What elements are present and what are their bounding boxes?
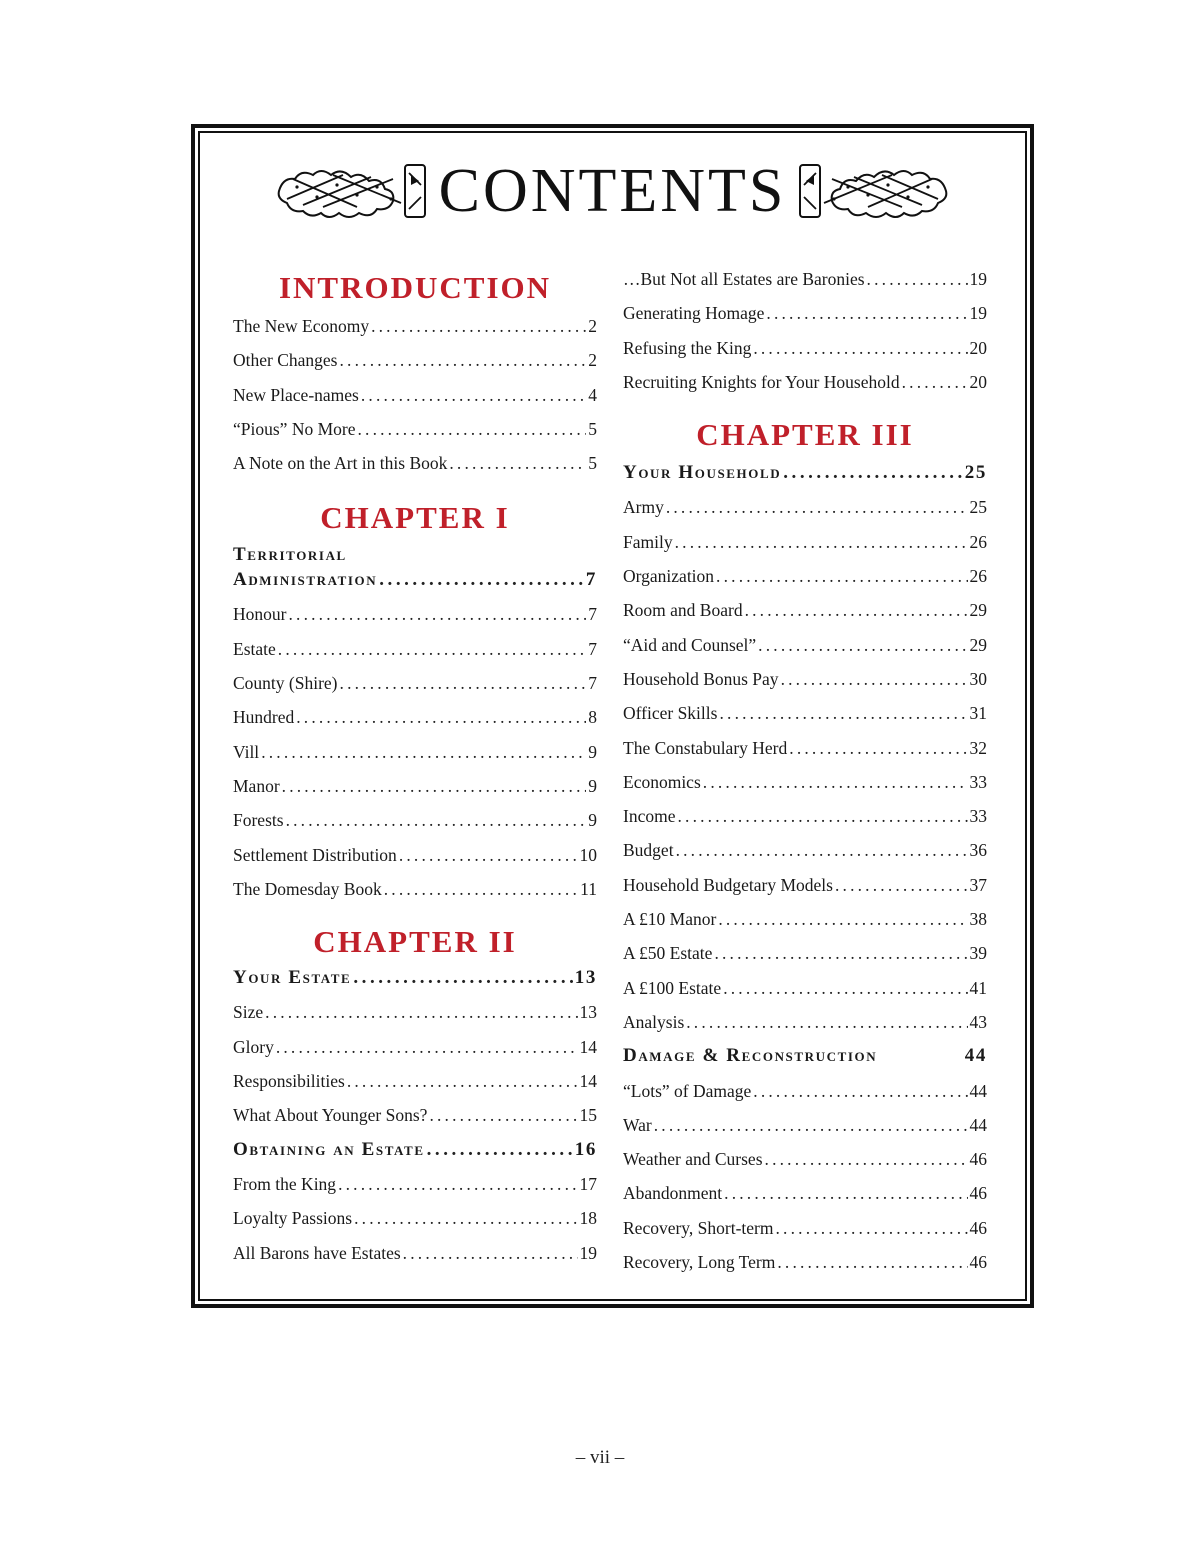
entry-page: 2 bbox=[588, 350, 597, 371]
chapter-1-heading: CHAPTER I bbox=[320, 500, 510, 536]
entry-label: The Domesday Book bbox=[233, 878, 382, 899]
entry-page: 33 bbox=[969, 806, 987, 827]
entry-label: Settlement Distribution bbox=[233, 844, 397, 865]
entry-label: Vill bbox=[233, 741, 260, 762]
leader-dots bbox=[286, 803, 587, 837]
toc-entry[interactable] bbox=[623, 296, 987, 330]
entry-label: County (Shire) bbox=[233, 673, 338, 694]
entry-page: 43 bbox=[969, 1011, 987, 1032]
toc-entry[interactable] bbox=[623, 1005, 987, 1039]
section-page: 16 bbox=[574, 1138, 597, 1160]
toc-entry[interactable] bbox=[623, 799, 987, 833]
entry-label: Household Budgetary Models bbox=[623, 874, 833, 895]
leader-dots bbox=[719, 696, 967, 730]
toc-entry[interactable] bbox=[623, 731, 987, 765]
leader-dots bbox=[449, 446, 586, 480]
leader-dots bbox=[718, 902, 967, 936]
entry-label: New Place-names bbox=[233, 384, 359, 405]
leader-dots bbox=[753, 331, 967, 365]
entry-page: 7 bbox=[588, 604, 597, 625]
celtic-knot-ornament-right-icon bbox=[796, 161, 952, 221]
entry-page: 9 bbox=[588, 810, 597, 831]
entry-label: Recovery, Long Term bbox=[623, 1252, 776, 1273]
entry-label: Honour bbox=[233, 604, 287, 625]
entry-page: 7 bbox=[588, 638, 597, 659]
toc-entry[interactable] bbox=[623, 559, 987, 593]
leader-dots bbox=[353, 961, 572, 995]
toc-entry[interactable] bbox=[233, 1064, 597, 1098]
leader-dots bbox=[338, 1167, 577, 1201]
toc-entry[interactable] bbox=[623, 902, 987, 936]
leader-dots bbox=[766, 296, 967, 330]
section-label-line1: Territorial bbox=[233, 544, 347, 566]
leader-dots bbox=[427, 1133, 573, 1167]
leader-dots bbox=[265, 995, 577, 1029]
entry-page: 39 bbox=[969, 943, 987, 964]
entry-label: Loyalty Passions bbox=[233, 1208, 353, 1229]
toc-entry[interactable] bbox=[233, 632, 597, 666]
entry-label: A £50 Estate bbox=[623, 943, 713, 964]
leader-dots bbox=[745, 593, 968, 627]
section-your-household[interactable] bbox=[623, 456, 987, 490]
entry-page: 13 bbox=[579, 1002, 597, 1023]
entry-label: Household Bonus Pay bbox=[623, 668, 779, 689]
section-page: 13 bbox=[574, 967, 597, 989]
entry-label: The Constabulary Herd bbox=[623, 737, 788, 758]
entry-label: Generating Homage bbox=[623, 303, 765, 324]
entry-label: Budget bbox=[623, 840, 674, 861]
entry-page: 14 bbox=[579, 1071, 597, 1092]
entry-page: 29 bbox=[969, 634, 987, 655]
entry-label: Glory bbox=[233, 1036, 274, 1057]
entry-page: 18 bbox=[579, 1208, 597, 1229]
entry-label: Forests bbox=[233, 810, 284, 831]
entry-label: Army bbox=[623, 497, 664, 518]
entry-page: 29 bbox=[969, 600, 987, 621]
entry-page: 26 bbox=[969, 566, 987, 587]
leader-dots bbox=[278, 632, 586, 666]
entry-page: 46 bbox=[969, 1149, 987, 1170]
section-page: 25 bbox=[964, 462, 987, 484]
chapter-3-heading: CHAPTER III bbox=[696, 417, 914, 453]
section-label-line2: Administration bbox=[233, 569, 378, 591]
entry-page: 4 bbox=[588, 384, 597, 405]
leader-dots bbox=[723, 971, 967, 1005]
entry-label: Manor bbox=[233, 775, 280, 796]
leader-dots bbox=[354, 1201, 577, 1235]
leader-dots bbox=[296, 700, 586, 734]
celtic-knot-ornament-left-icon bbox=[273, 161, 429, 221]
entry-label: War bbox=[623, 1114, 652, 1135]
page-number: – vii – bbox=[575, 1447, 625, 1468]
toc-entry[interactable] bbox=[233, 1201, 597, 1235]
entry-label: …But Not all Estates are Baronies bbox=[623, 269, 865, 289]
toc-entry[interactable] bbox=[233, 838, 597, 872]
toc-entry[interactable] bbox=[233, 735, 597, 769]
section-label: Obtaining an Estate bbox=[233, 1138, 425, 1160]
entry-page: 46 bbox=[969, 1252, 987, 1273]
introduction-heading: INTRODUCTION bbox=[278, 270, 552, 305]
section-label: Damage & Reconstruction bbox=[623, 1045, 878, 1067]
leader-dots bbox=[686, 1005, 967, 1039]
toc-entry[interactable] bbox=[233, 1030, 597, 1064]
entry-page: 5 bbox=[588, 418, 597, 439]
entry-page: 41 bbox=[969, 977, 987, 998]
entry-label: What About Younger Sons? bbox=[233, 1105, 428, 1126]
toc-entry[interactable] bbox=[233, 769, 597, 803]
toc-entry[interactable] bbox=[233, 803, 597, 837]
entry-page: 25 bbox=[969, 497, 987, 518]
toc-entry[interactable] bbox=[623, 696, 987, 730]
section-label: Your Household bbox=[623, 462, 782, 484]
entry-page: 46 bbox=[969, 1183, 987, 1204]
entry-page: 11 bbox=[580, 878, 597, 899]
entry-page: 26 bbox=[969, 531, 987, 552]
toc-entry[interactable] bbox=[623, 765, 987, 799]
entry-page: 37 bbox=[969, 874, 987, 895]
entry-page: 5 bbox=[588, 453, 597, 474]
entry-label: A £100 Estate bbox=[623, 977, 722, 998]
entry-label: Weather and Curses bbox=[623, 1149, 763, 1170]
entry-page: 31 bbox=[969, 703, 987, 724]
leader-dots bbox=[666, 490, 968, 524]
toc-entry[interactable] bbox=[623, 1211, 987, 1245]
toc-entry[interactable] bbox=[623, 593, 987, 627]
leader-dots bbox=[261, 735, 586, 769]
contents-frame bbox=[191, 124, 1034, 1308]
section-page: 44 bbox=[964, 1045, 987, 1067]
toc-entry[interactable] bbox=[623, 1142, 987, 1176]
toc-entry[interactable] bbox=[233, 995, 597, 1029]
entry-page: 7 bbox=[588, 673, 597, 694]
entry-page: 38 bbox=[969, 909, 987, 930]
toc-right-column bbox=[623, 262, 987, 1279]
entry-label: A Note on the Art in this Book bbox=[233, 453, 448, 474]
entry-label: “Pious” No More bbox=[233, 418, 356, 439]
entry-page: 44 bbox=[969, 1114, 987, 1135]
leader-dots bbox=[776, 1211, 968, 1245]
toc-entry[interactable] bbox=[623, 662, 987, 696]
section-territorial-administration[interactable] bbox=[233, 543, 597, 593]
leader-dots bbox=[783, 456, 963, 490]
section-label: Your Estate bbox=[233, 967, 352, 989]
leader-dots bbox=[399, 838, 578, 872]
leader-dots bbox=[654, 1108, 968, 1142]
leader-dots bbox=[340, 343, 587, 377]
leader-dots bbox=[361, 378, 586, 412]
leader-dots bbox=[371, 309, 586, 343]
leader-dots bbox=[403, 1236, 578, 1270]
leader-dots bbox=[789, 731, 967, 765]
chapter-2-heading: CHAPTER II bbox=[313, 924, 517, 960]
toc-entry[interactable] bbox=[233, 446, 597, 480]
toc-entry[interactable] bbox=[233, 378, 597, 412]
leader-dots bbox=[677, 799, 967, 833]
leader-dots bbox=[716, 559, 967, 593]
toc-entry[interactable] bbox=[233, 597, 597, 631]
toc-entry[interactable] bbox=[623, 1074, 987, 1108]
entry-page: 15 bbox=[579, 1105, 597, 1126]
section-damage-reconstruction[interactable] bbox=[623, 1039, 987, 1073]
entry-label: Officer Skills bbox=[623, 703, 718, 724]
toc-entry[interactable] bbox=[623, 331, 987, 365]
entry-page: 9 bbox=[588, 775, 597, 796]
leader-dots bbox=[781, 662, 968, 696]
entry-page: 20 bbox=[969, 371, 987, 392]
leader-dots bbox=[902, 365, 968, 399]
leader-dots bbox=[379, 567, 584, 593]
toc-entry[interactable] bbox=[623, 525, 987, 559]
entry-label: All Barons have Estates bbox=[233, 1242, 401, 1263]
entry-page: 44 bbox=[969, 1080, 987, 1101]
toc-entry[interactable] bbox=[233, 1098, 597, 1132]
entry-label: Size bbox=[233, 1002, 264, 1023]
toc-entry[interactable] bbox=[623, 833, 987, 867]
toc-entry[interactable] bbox=[233, 666, 597, 700]
entry-label: Recovery, Short-term bbox=[623, 1217, 774, 1238]
section-page: 7 bbox=[585, 569, 597, 591]
leader-dots bbox=[384, 872, 578, 906]
entry-label: Recruiting Knights for Your Household bbox=[623, 371, 900, 392]
entry-label: From the King bbox=[233, 1173, 337, 1194]
toc-entry[interactable] bbox=[233, 343, 597, 377]
entry-label: Analysis bbox=[623, 1011, 685, 1032]
leader-dots bbox=[753, 1074, 967, 1108]
toc-entry[interactable] bbox=[233, 1167, 597, 1201]
section-label-line2-row bbox=[233, 567, 597, 593]
title-row bbox=[195, 156, 1030, 226]
entry-label: A £10 Manor bbox=[623, 909, 717, 930]
toc-entry[interactable] bbox=[623, 628, 987, 662]
toc-entry[interactable] bbox=[623, 1176, 987, 1210]
leader-dots bbox=[758, 628, 967, 662]
leader-dots bbox=[676, 833, 968, 867]
entry-page: 19 bbox=[969, 303, 987, 324]
toc-entry[interactable] bbox=[623, 868, 987, 902]
leader-dots bbox=[703, 765, 968, 799]
entry-label: Income bbox=[623, 806, 676, 827]
toc-entry[interactable] bbox=[623, 365, 987, 399]
entry-label: Estate bbox=[233, 638, 276, 659]
entry-label: The New Economy bbox=[233, 316, 370, 336]
toc-left-column bbox=[233, 264, 597, 1270]
leader-dots bbox=[675, 525, 968, 559]
entry-label: “Aid and Counsel” bbox=[623, 634, 757, 655]
toc-entry[interactable] bbox=[233, 700, 597, 734]
entry-page: 9 bbox=[588, 741, 597, 762]
toc-entry[interactable] bbox=[233, 412, 597, 446]
toc-entry[interactable] bbox=[623, 262, 987, 296]
leader-dots bbox=[357, 412, 586, 446]
entry-page: 32 bbox=[969, 737, 987, 758]
leader-dots bbox=[777, 1245, 967, 1279]
toc-entry[interactable] bbox=[623, 936, 987, 970]
entry-page: 46 bbox=[969, 1217, 987, 1238]
entry-page: 2 bbox=[588, 316, 597, 336]
toc-entry[interactable] bbox=[623, 1245, 987, 1279]
toc-entry[interactable] bbox=[233, 872, 597, 906]
entry-label: Other Changes bbox=[233, 350, 338, 371]
entry-page: 8 bbox=[588, 707, 597, 728]
entry-page: 17 bbox=[579, 1173, 597, 1194]
entry-page: 20 bbox=[969, 337, 987, 358]
entry-label: Organization bbox=[623, 566, 715, 587]
section-your-estate[interactable] bbox=[233, 961, 597, 995]
entry-label: “Lots” of Damage bbox=[623, 1080, 752, 1101]
toc-entry[interactable] bbox=[233, 1236, 597, 1270]
leader-dots bbox=[276, 1030, 578, 1064]
leader-dots bbox=[340, 666, 587, 700]
entry-label: Abandonment bbox=[623, 1183, 723, 1204]
entry-label: Refusing the King bbox=[623, 337, 752, 358]
entry-page: 10 bbox=[579, 844, 597, 865]
section-obtaining-an-estate[interactable] bbox=[233, 1133, 597, 1167]
leader-dots bbox=[429, 1098, 577, 1132]
toc-entry[interactable] bbox=[623, 1108, 987, 1142]
leader-dots bbox=[765, 1142, 968, 1176]
toc-entry[interactable] bbox=[623, 490, 987, 524]
entry-label: Responsibilities bbox=[233, 1071, 345, 1092]
toc-entry[interactable] bbox=[623, 971, 987, 1005]
entry-label: Hundred bbox=[233, 707, 295, 728]
entry-label: Economics bbox=[623, 771, 701, 792]
leader-dots bbox=[724, 1176, 967, 1210]
leader-dots bbox=[835, 868, 968, 902]
entry-page: 19 bbox=[579, 1242, 597, 1263]
entry-page: 33 bbox=[969, 771, 987, 792]
leader-dots bbox=[714, 936, 967, 970]
entry-label: Family bbox=[623, 531, 673, 552]
leader-dots bbox=[288, 597, 586, 631]
entry-page: 19 bbox=[969, 269, 987, 289]
entry-page: 36 bbox=[969, 840, 987, 861]
leader-dots bbox=[867, 262, 968, 296]
toc-entry[interactable] bbox=[233, 309, 597, 343]
entry-label: Room and Board bbox=[623, 600, 743, 621]
leader-dots bbox=[282, 769, 587, 803]
entry-page: 14 bbox=[579, 1036, 597, 1057]
entry-page: 30 bbox=[969, 668, 987, 689]
page-title: CONTENTS bbox=[438, 157, 787, 225]
leader-dots bbox=[347, 1064, 578, 1098]
